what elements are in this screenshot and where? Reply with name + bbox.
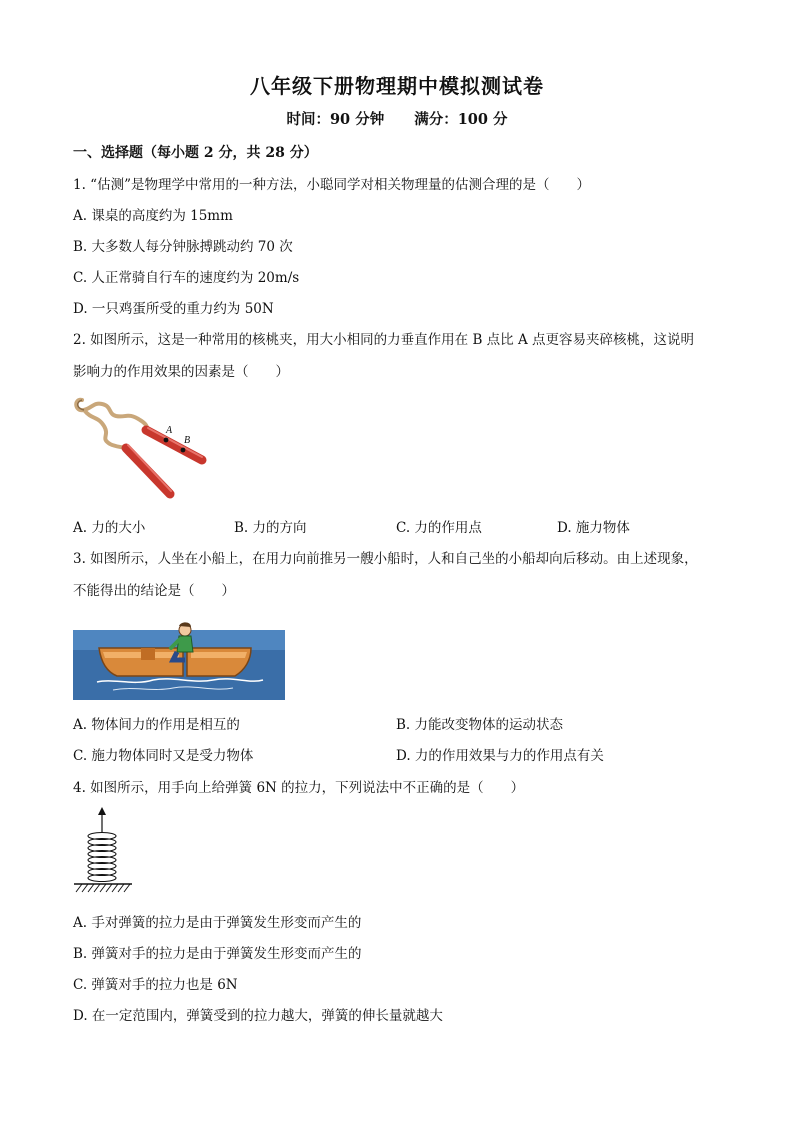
q4-option-b[interactable]: B. 弹簧对手的拉力是由于弹簧发生形变而产生的: [73, 946, 362, 962]
force-arrow-head: [98, 807, 106, 815]
upper-handle-highlight: [148, 428, 202, 457]
nutcracker-figure: [70, 390, 210, 502]
exam-score: 满分：100 分: [414, 111, 508, 128]
ground-hatching: [76, 884, 130, 892]
q3-option-a[interactable]: A. 物体间力的作用是相互的: [73, 717, 240, 733]
right-boat-inner: [191, 652, 247, 658]
q3-option-c[interactable]: C. 施力物体同时又是受力物体: [73, 748, 254, 764]
q2-option-b[interactable]: B. 力的方向: [234, 520, 307, 536]
q1-option-d[interactable]: D. 一只鸡蛋所受的重力约为 50N: [73, 301, 274, 317]
lower-handle-highlight: [128, 445, 171, 491]
q4-stem: 4. 如图所示，用手向上给弹簧 6N 的拉力，下列说法中不正确的是（ ）: [73, 780, 525, 796]
point-b-dot: [181, 448, 186, 453]
section-heading: 一、选择题（每小题 2 分，共 28 分）: [73, 145, 318, 161]
q2-option-a[interactable]: A. 力的大小: [73, 520, 146, 536]
q2-option-c[interactable]: C. 力的作用点: [396, 520, 482, 536]
upper-handle: [146, 430, 202, 460]
q3-option-b[interactable]: B. 力能改变物体的运动状态: [396, 717, 564, 733]
q2-option-d[interactable]: D. 施力物体: [557, 520, 630, 536]
exam-time: 时间：90 分钟: [286, 111, 385, 128]
q4-option-d[interactable]: D. 在一定范围内，弹簧受到的拉力越大，弹簧的伸长量就越大: [73, 1008, 443, 1024]
point-b-label: B: [184, 435, 191, 446]
spring-figure: [72, 806, 134, 894]
exam-title: 八年级下册物理期中模拟测试卷: [250, 74, 544, 98]
left-boat-seat: [141, 648, 155, 660]
q3-stem-line1: 3. 如图所示，人坐在小船上，在用力向前推另一艘小船时，人和自己坐的小船却向后移动。由上述现象，: [73, 551, 698, 567]
point-a-label: A: [166, 425, 173, 436]
q2-stem-line1: 2. 如图所示，这是一种常用的核桃夹，用大小相同的力垂直作用在 B 点比 A 点更容易夹碎核桃，这说明: [73, 332, 695, 348]
q3-stem-line2: 不能得出的结论是（ ）: [73, 583, 235, 599]
q1-option-c[interactable]: C. 人正常骑自行车的速度约为 20m/s: [73, 270, 300, 286]
point-a-dot: [164, 438, 169, 443]
q4-option-a[interactable]: A. 手对弹簧的拉力是由于弹簧发生形变而产生的: [73, 915, 362, 931]
lower-handle: [126, 448, 170, 494]
q1-option-a[interactable]: A. 课桌的高度约为 15mm: [73, 208, 233, 224]
q1-option-b[interactable]: B. 大多数人每分钟脉搏跳动约 70 次: [73, 239, 293, 255]
q2-stem-line2: 影响力的作用效果的因素是（ ）: [73, 364, 289, 380]
spring-coils: [88, 833, 116, 882]
q4-option-c[interactable]: C. 弹簧对手的拉力也是 6N: [73, 977, 238, 993]
q3-option-d[interactable]: D. 力的作用效果与力的作用点有关: [396, 748, 604, 764]
boats-figure: [73, 618, 285, 700]
exam-info: [0, 108, 794, 129]
q1-stem: 1. “估测”是物理学中常用的一种方法，小聪同学对相关物理量的估测合理的是（ ）: [73, 177, 590, 193]
